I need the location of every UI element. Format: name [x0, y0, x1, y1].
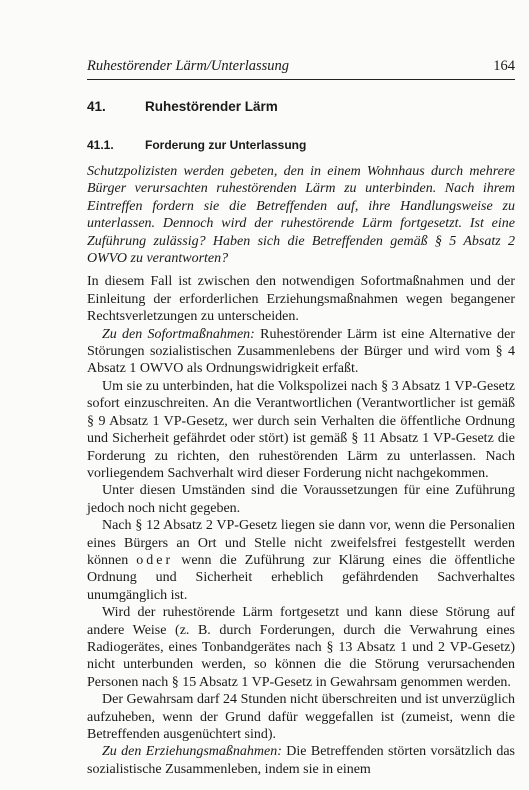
paragraph-5 — [87, 517, 515, 604]
paragraph-1: In diesem Fall ist zwischen den notwendigen Sofortmaßnahmen und der Einleitung der erforderlichen Erziehungsmaßnahmen wegen begangener Rechtsverletzungen zu unterscheiden. — [87, 274, 515, 325]
paragraph-8-text: Die Betreffenden störten vorsätzlich das sozialistische Zusammenleben, indem sie in einem — [87, 744, 516, 777]
paragraph-4: Unter diesen Umständen sind die Voraussetzungen für eine Zuführung jedoch noch nicht gegeben. — [87, 483, 515, 516]
running-title: Ruhestörender Lärm/Unterlassung — [87, 58, 290, 74]
paragraph-8 — [87, 743, 515, 778]
subsection-heading — [87, 138, 306, 152]
section-number: 41. — [87, 99, 106, 114]
paragraph-2 — [87, 326, 515, 378]
section-heading — [87, 99, 278, 114]
page-number: 164 — [493, 58, 515, 74]
case-question: Schutzpolizisten werden gebeten, den in einem Wohnhaus durch mehrere Bürger verursachten ruhestörenden Lärm zu unterbinden. Nach ihrem Eintreffen fordern sie die Betreffenden auf, ihre Handlungsweise zu unterlassen. Dennoch wird der ruhestörende Lärm fortgesetzt. Ist eine Zuführung zulässig? Haben sich die Betreffenden gemäß § 5 Absatz 2 OWVO zu verantworten? — [87, 164, 515, 267]
subsection-number: 41.1. — [87, 138, 114, 152]
paragraph-2-text: Ruhestörender Lärm ist eine Alternative der Störungen sozialistischen Zusammenlebens der Bürger und wird vom § 4 Absatz 1 OWVO als Ordnungswidrigkeit erfaßt. — [87, 326, 515, 377]
subsection-title: Forderung zur Unterlassung — [145, 138, 307, 152]
paragraph-5-b: wenn die Zuführung zur Klärung eines die öffentliche Ordnung und Sicherheit erheblich gefährdenden Sachverhaltes unumgänglich ist. — [87, 552, 515, 603]
paragraph-8-label: Zu den Erziehungsmaßnahmen: — [102, 744, 282, 760]
paragraph-3: Um sie zu unterbinden, hat die Volkspolizei nach § 3 Absatz 1 VP-Gesetz sofort einzuschreiten. An die Verantwortlichen (Verantwortlicher ist gemäß § 9 Absatz 1 VP-Gesetz, wer durch sein Verhalten die öffentliche Ordnung und Sicherheit gefährdet oder stört) ist gemäß § 11 Absatz 1 VP-Gesetz die Forderung zu richten, den ruhestörenden Lärm zu unterlassen. Nach vorliegendem Sachverhalt wird dieser Forderung nicht nachgekommen. — [87, 378, 515, 481]
paragraph-7: Der Gewahrsam darf 24 Stunden nicht überschreiten und ist unverzüglich aufzuheben, wenn der Grund dafür weggefallen ist (zumeist, wenn die Betreffenden ausgenüchtert sind). — [87, 692, 515, 742]
section-title: Ruhestörender Lärm — [145, 99, 278, 114]
running-header — [87, 58, 515, 75]
body-text — [87, 163, 515, 778]
paragraph-2-label: Zu den Sofortmaßnahmen: — [102, 326, 255, 342]
paragraph-5-a: Nach § 12 Absatz 2 VP-Gesetz liegen sie dann vor, wenn die Personalien eines Bürgers an Ort und Stelle nicht zweifelsfrei festgestellt werden können — [87, 518, 515, 568]
paragraph-6: Wird der ruhestörende Lärm fortgesetzt und kann diese Störung auf andere Weise (z. B. durch Forderungen, durch die Verwahrung eines Radiogerätes, eines Tonbandgerätes nach § 13 Absatz 1 und 2 VP-Gesetz) nicht unterbunden werden, so können die die Störung verursachenden Personen nach § 15 Absatz 1 VP-Gesetz in Gewahrsam genommen werden. — [87, 605, 515, 690]
paragraph-5-oder: oder — [136, 552, 174, 568]
header-rule — [87, 79, 515, 80]
